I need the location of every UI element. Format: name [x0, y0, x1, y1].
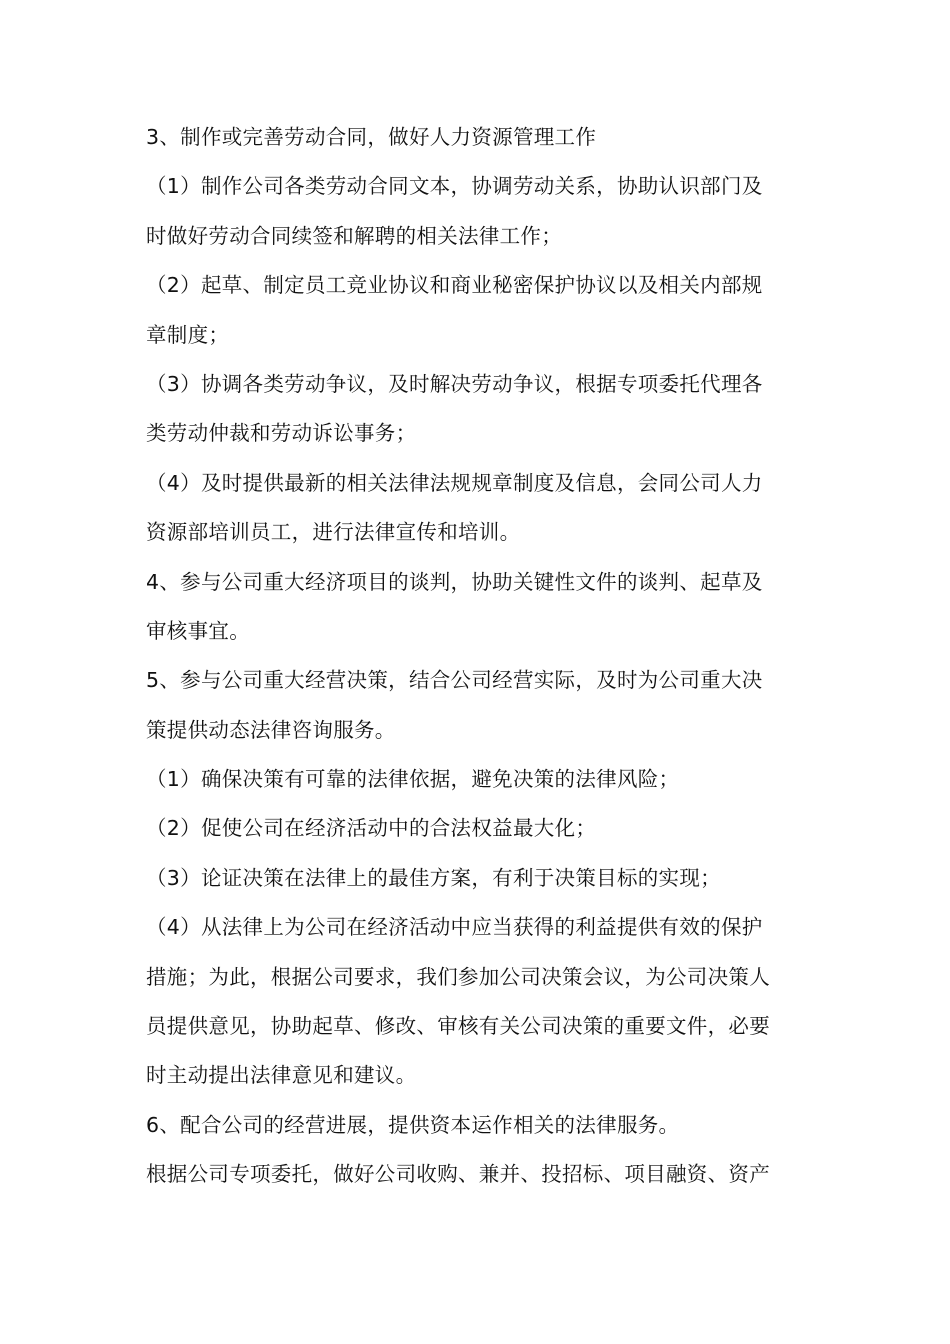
text-line: 4、参与公司重大经济项目的谈判，协助关键性文件的谈判、起草及	[146, 569, 763, 594]
text-line: 3、制作或完善劳动合同，做好人力资源管理工作	[146, 125, 597, 149]
document-body	[146, 113, 810, 1200]
text-line: 员提供意见，协助起草、修改、审核有关公司决策的重要文件，必要	[146, 1014, 770, 1039]
text-line: （3）论证决策在法律上的最佳方案，有利于决策目标的实现；	[146, 865, 721, 890]
text-line: （4）从法律上为公司在经济活动中应当获得的利益提供有效的保护	[146, 915, 763, 940]
text-line: 时做好劳动合同续签和解聘的相关法律工作；	[146, 223, 562, 248]
text-line: （1）确保决策有可靠的法律依据，避免决策的法律风险；	[146, 767, 680, 792]
text-line: 5、参与公司重大经营决策，结合公司经营实际，及时为公司重大决	[146, 668, 763, 693]
text-line: 措施；为此，根据公司要求，我们参加公司决策会议，为公司决策人	[146, 964, 770, 989]
text-line: （3）协调各类劳动争议，及时解决劳动争议，根据专项委托代理各	[146, 371, 763, 396]
text-line: 6、配合公司的经营进展，提供资本运作相关的法律服务。	[146, 1112, 680, 1137]
text-line: （2）促使公司在经济活动中的合法权益最大化；	[146, 816, 597, 841]
text-line: （2）起草、制定员工竞业协议和商业秘密保护协议以及相关内部规	[146, 273, 763, 298]
text-line: 类劳动仲裁和劳动诉讼事务；	[146, 421, 417, 446]
text-line: 资源部培训员工，进行法律宣传和培训。	[146, 520, 521, 545]
text-line: 审核事宜。	[146, 618, 250, 643]
text-line: 策提供动态法律咨询服务。	[146, 717, 396, 742]
text-line: 章制度；	[146, 322, 230, 347]
text-line: （4）及时提供最新的相关法律法规规章制度及信息，会同公司人力	[146, 470, 763, 495]
text-line: （1）制作公司各类劳动合同文本，协调劳动关系，协助认识部门及	[146, 174, 763, 199]
text-line: 根据公司专项委托，做好公司收购、兼并、投招标、项目融资、资产	[146, 1162, 770, 1187]
text-line: 时主动提出法律意见和建议。	[146, 1063, 417, 1088]
